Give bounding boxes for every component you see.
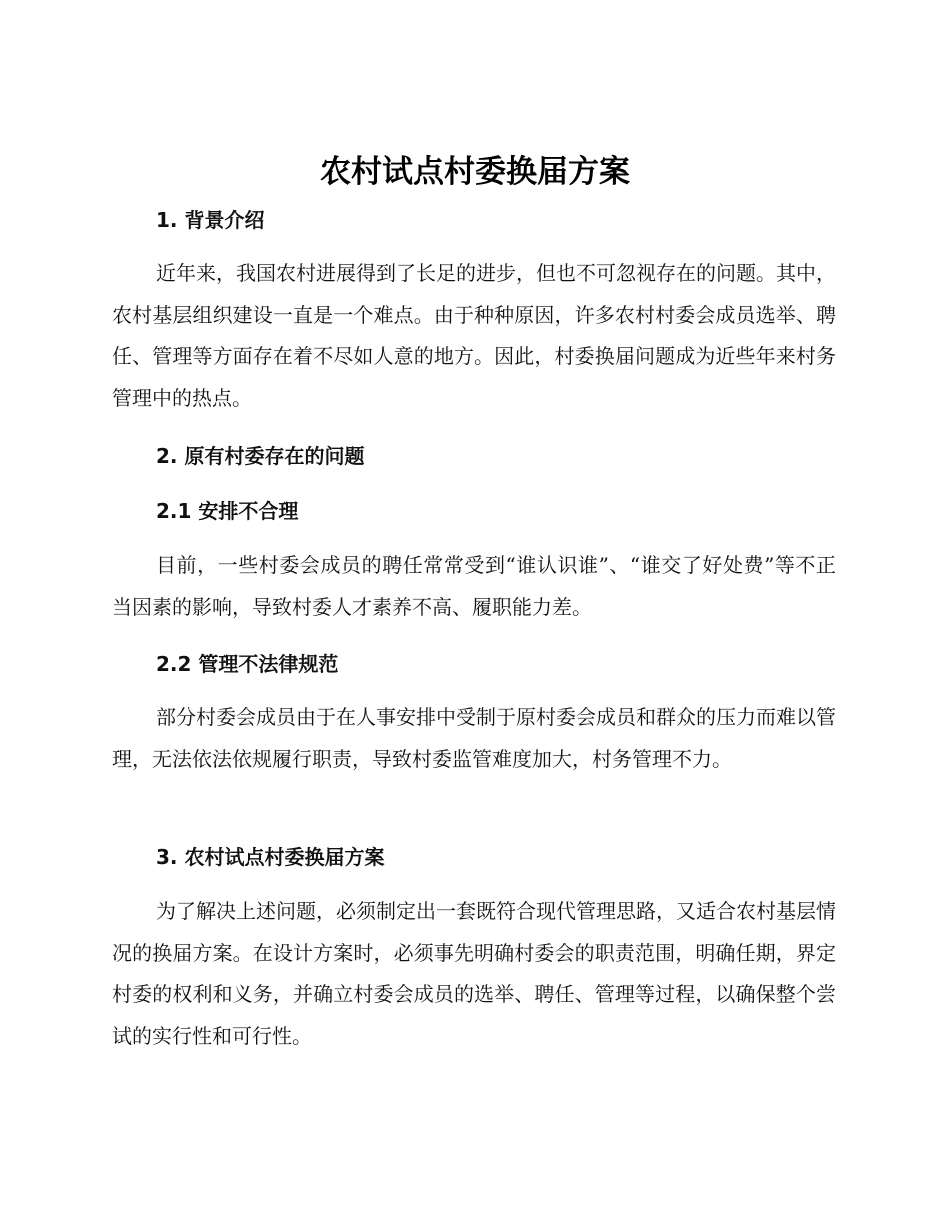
section-heading-pilot-plan: 3. 农村试点村委换届方案 (156, 845, 385, 869)
paragraph-pilot-plan: 为了解决上述问题，必须制定出一套既符合现代管理思路，又适合农村基层情况的换届方案。在设计方案时，必须事先明确村委会的职责范围，明确任期，界定村委的权利和义务，并确立村委会成员的选举、聘任、管理等过程，以确保整个尝试的实行性和可行性。 (112, 899, 836, 1048)
section-heading-unreasonable-arrangement: 2.1 安排不合理 (156, 499, 299, 523)
section-heading-existing-problems: 2. 原有村委存在的问题 (156, 444, 365, 468)
paragraph-background: 近年来，我国农村进展得到了长足的进步，但也不可忽视存在的问题。其中，农村基层组织建设一直是一个难点。由于种种原因，许多农村村委会成员选举、聘任、管理等方面存在着不尽如人意的地方。因此，村委换届问题成为近些年来村务管理中的热点。 (112, 261, 836, 410)
document-title: 农村试点村委换届方案 (320, 154, 630, 190)
paragraph-unreasonable-arrangement: 目前，一些村委会成员的聘任常常受到“谁认识谁”、“谁交了好处费”等不正当因素的影响，导致村委人才素养不高、履职能力差。 (112, 553, 836, 619)
paragraph-irregular-management: 部分村委会成员由于在人事安排中受制于原村委会成员和群众的压力而难以管理，无法依法依规履行职责，导致村委监管难度加大，村务管理不力。 (112, 705, 836, 771)
section-heading-background: 1. 背景介绍 (156, 208, 265, 232)
section-heading-irregular-management: 2.2 管理不法律规范 (156, 652, 339, 676)
